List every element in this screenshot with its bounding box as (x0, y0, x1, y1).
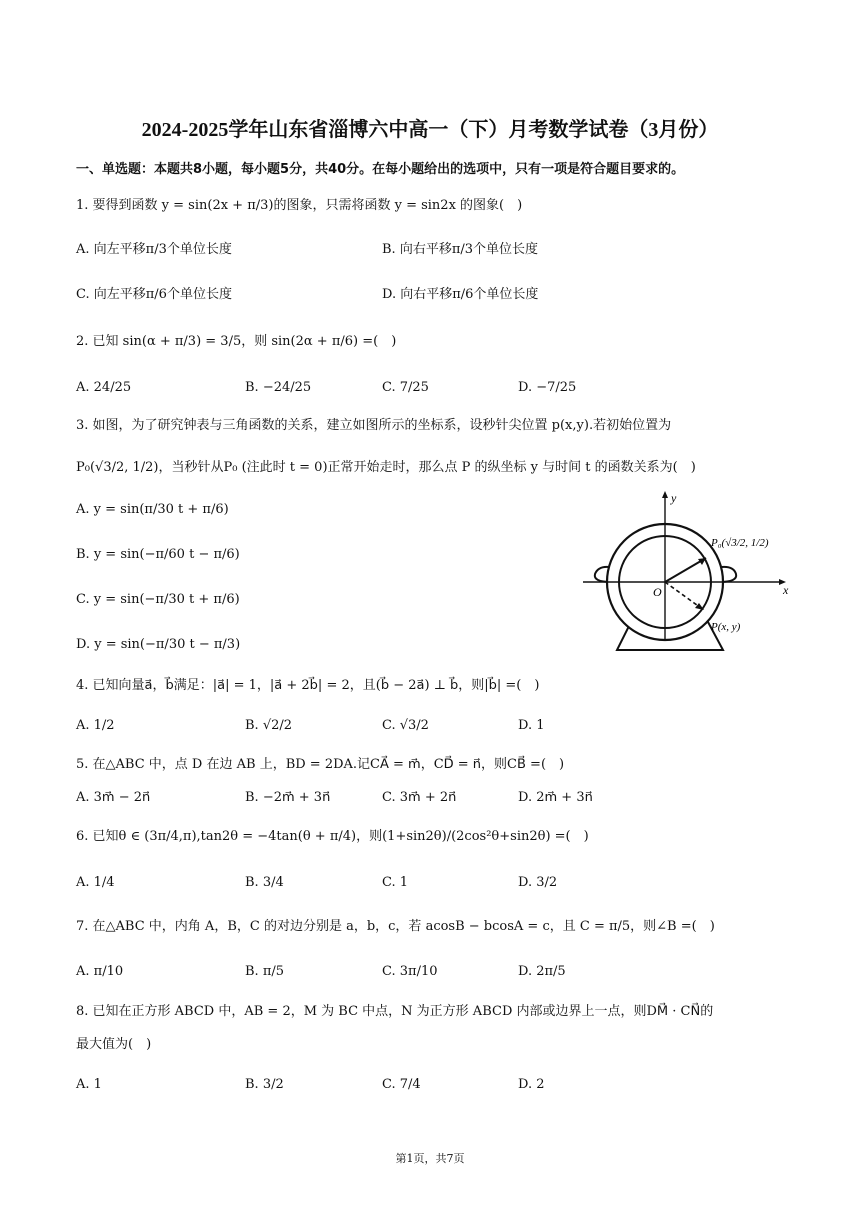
question-4-option-d: D. 1 (518, 718, 545, 733)
clock-figure (583, 490, 798, 660)
question-3-option-c: C. y = sin(−π/30 t + π/6) (76, 592, 240, 607)
question-2-option-b: B. −24/25 (245, 380, 312, 395)
p-label: P(x, y) (711, 621, 741, 633)
question-8-stem: 8. 已知在正方形 ABCD 中，AB = 2，M 为 BC 中点，N 为正方形 ABCD 内部或边界上一点，则DM⃗ · CN⃗的 (76, 1004, 714, 1019)
question-1-option-a: A. 向左平移π/3个单位长度 (76, 242, 232, 257)
question-5-option-b: B. −2m⃗ + 3n⃗ (245, 790, 331, 805)
question-3-stem: 3. 如图，为了研究钟表与三角函数的关系，建立如图所示的坐标系，设秒针尖位置 p(x,y).若初始位置为 (76, 418, 672, 433)
question-5-option-d: D. 2m⃗ + 3n⃗ (518, 790, 593, 805)
x-axis-label: x (783, 583, 789, 597)
question-7-stem: 7. 在△ABC 中，内角 A，B，C 的对边分别是 a，b，c，若 acosB − bcosA = c，且 C = π/5，则∠B =( ) (76, 919, 715, 934)
question-8-stem-line2: 最大值为( ) (76, 1037, 152, 1052)
y-axis-arrow (662, 491, 668, 498)
page-title: 2024-2025学年山东省淄博六中高一（下）月考数学试卷（3月份） (141, 119, 719, 141)
question-8-option-d: D. 2 (518, 1077, 545, 1092)
question-6-option-a: A. 1/4 (76, 875, 115, 890)
question-5-stem: 5. 在△ABC 中，点 D 在边 AB 上，BD = 2DA.记CA⃗ = m⃗，CD⃗ = n⃗，则CB⃗ =( ) (76, 757, 565, 772)
question-1-option-c: C. 向左平移π/6个单位长度 (76, 287, 232, 302)
question-7-option-a: A. π/10 (76, 964, 124, 979)
question-6-option-c: C. 1 (382, 875, 409, 890)
question-5-option-a: A. 3m⃗ − 2n⃗ (76, 790, 151, 805)
question-4-option-c: C. √3/2 (382, 718, 429, 733)
question-5-option-c: C. 3m⃗ + 2n⃗ (382, 790, 457, 805)
question-3-option-b: B. y = sin(−π/60 t − π/6) (76, 547, 240, 562)
y-axis-label: y (671, 491, 677, 505)
question-7-option-c: C. 3π/10 (382, 964, 438, 979)
question-4-option-b: B. √2/2 (245, 718, 293, 733)
question-4-option-a: A. 1/2 (76, 718, 115, 733)
question-3-stem-line2: P₀(√3/2, 1/2)，当秒针从P₀ (注此时 t = 0)正常开始走时，那么点 P 的纵坐标 y 与时间 t 的函数关系为( ) (76, 460, 696, 475)
question-2-option-d: D. −7/25 (518, 380, 577, 395)
question-1-option-d: D. 向右平移π/6个单位长度 (382, 287, 539, 302)
question-7-option-b: B. π/5 (245, 964, 285, 979)
question-8-option-b: B. 3/2 (245, 1077, 284, 1092)
question-1-option-b: B. 向右平移π/3个单位长度 (382, 242, 539, 257)
question-7-option-d: D. 2π/5 (518, 964, 566, 979)
question-4-stem: 4. 已知向量a⃗，b⃗满足：|a⃗| = 1，|a⃗ + 2b⃗| = 2，且(b⃗ − 2a⃗) ⊥ b⃗，则|b⃗| =( ) (76, 678, 540, 693)
question-8-option-a: A. 1 (76, 1077, 102, 1092)
section-heading: 一、单选题：本题共8小题，每小题5分，共40分。在每小题给出的选项中，只有一项是符合题目要求的。 (76, 162, 685, 177)
question-6-option-b: B. 3/4 (245, 875, 284, 890)
page-footer: 第1页，共7页 (395, 1152, 465, 1165)
question-2-stem: 2. 已知 sin(α + π/3) = 3/5，则 sin(2α + π/6) =( ) (76, 334, 397, 349)
question-3-option-a: A. y = sin(π/30 t + π/6) (76, 502, 229, 517)
question-8-option-c: C. 7/4 (382, 1077, 421, 1092)
question-6-stem: 6. 已知θ ∈ (3π/4,π),tan2θ = −4tan(θ + π/4)，则(1+sin2θ)/(2cos²θ+sin2θ) =( ) (76, 829, 589, 844)
p0-label: P₀(√3/2, 1/2) (711, 537, 769, 549)
question-2-option-c: C. 7/25 (382, 380, 429, 395)
question-6-option-d: D. 3/2 (518, 875, 558, 890)
question-3-option-d: D. y = sin(−π/30 t − π/3) (76, 637, 241, 652)
question-2-option-a: A. 24/25 (76, 380, 132, 395)
question-1-stem: 1. 要得到函数 y = sin(2x + π/3)的图象，只需将函数 y = sin2x 的图象( ) (76, 198, 523, 213)
origin-label: O (653, 585, 662, 599)
